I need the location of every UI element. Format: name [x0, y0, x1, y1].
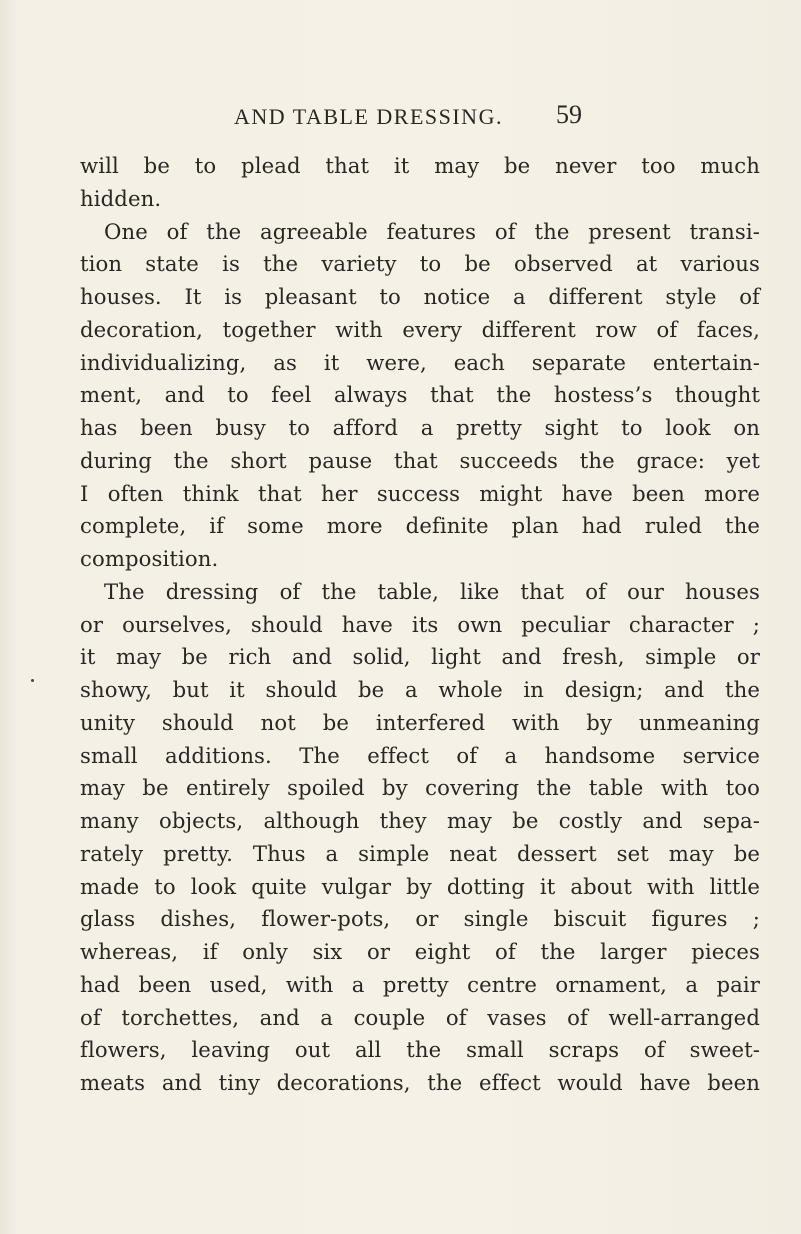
- running-head: [0, 100, 801, 138]
- text-line: rately pretty. Thus a simple neat dessert set may be: [80, 840, 760, 866]
- text-line: many objects, although they may be costly and sepa-: [80, 808, 760, 833]
- text-line: hidden.: [80, 185, 162, 211]
- text-line: unity should not be interfered with by unmeaning: [80, 709, 760, 735]
- text-line: it may be rich and solid, light and fresh, simple or: [80, 644, 760, 670]
- page-number: 59: [556, 100, 582, 129]
- text-line: flowers, leaving out all the small scraps of sweet-: [80, 1037, 760, 1063]
- text-line: during the short pause that succeeds the grace: yet: [80, 447, 760, 473]
- text-line: ment, and to feel always that the hostess’s thought: [80, 382, 760, 408]
- paragraph-start-line: One of the agreeable features of the present transi-: [104, 218, 760, 244]
- text-line: houses. It is pleasant to notice a different style of: [80, 284, 760, 309]
- text-line: had been used, with a pretty centre ornament, a pair: [80, 971, 760, 997]
- text-line: will be to plead that it may be never too much: [80, 153, 760, 178]
- running-title: AND TABLE DRESSING.: [234, 104, 503, 129]
- text-line: I often think that her success might have been more: [80, 480, 760, 506]
- text-line: or ourselves, should have its own peculiar character ;: [80, 611, 760, 637]
- text-line: decoration, together with every different row of faces,: [80, 316, 760, 342]
- text-line: composition.: [80, 546, 219, 571]
- text-line: small additions. The effect of a handsome service: [80, 742, 760, 768]
- text-line: glass dishes, flower-pots, or single biscuit figures ;: [80, 906, 760, 932]
- text-line: tion state is the variety to be observed at various: [80, 251, 760, 277]
- text-line: made to look quite vulgar by dotting it about with little: [80, 873, 760, 899]
- text-line: of torchettes, and a couple of vases of well-arranged: [80, 1004, 760, 1030]
- body-text: [80, 150, 760, 1100]
- text-line: individualizing, as it were, each separate entertain-: [80, 349, 760, 375]
- paragraph-start-line: The dressing of the table, like that of our houses: [104, 578, 760, 604]
- text-line: complete, if some more definite plan had ruled the: [80, 513, 760, 539]
- text-line: meats and tiny decorations, the effect would have been: [80, 1070, 760, 1095]
- text-line: showy, but it should be a whole in design; and the: [80, 677, 760, 702]
- text-line: may be entirely spoiled by covering the table with too: [80, 775, 760, 801]
- margin-mark: [31, 679, 34, 682]
- text-line: has been busy to afford a pretty sight to look on: [80, 415, 760, 440]
- text-line: whereas, if only six or eight of the larger pieces: [80, 939, 760, 964]
